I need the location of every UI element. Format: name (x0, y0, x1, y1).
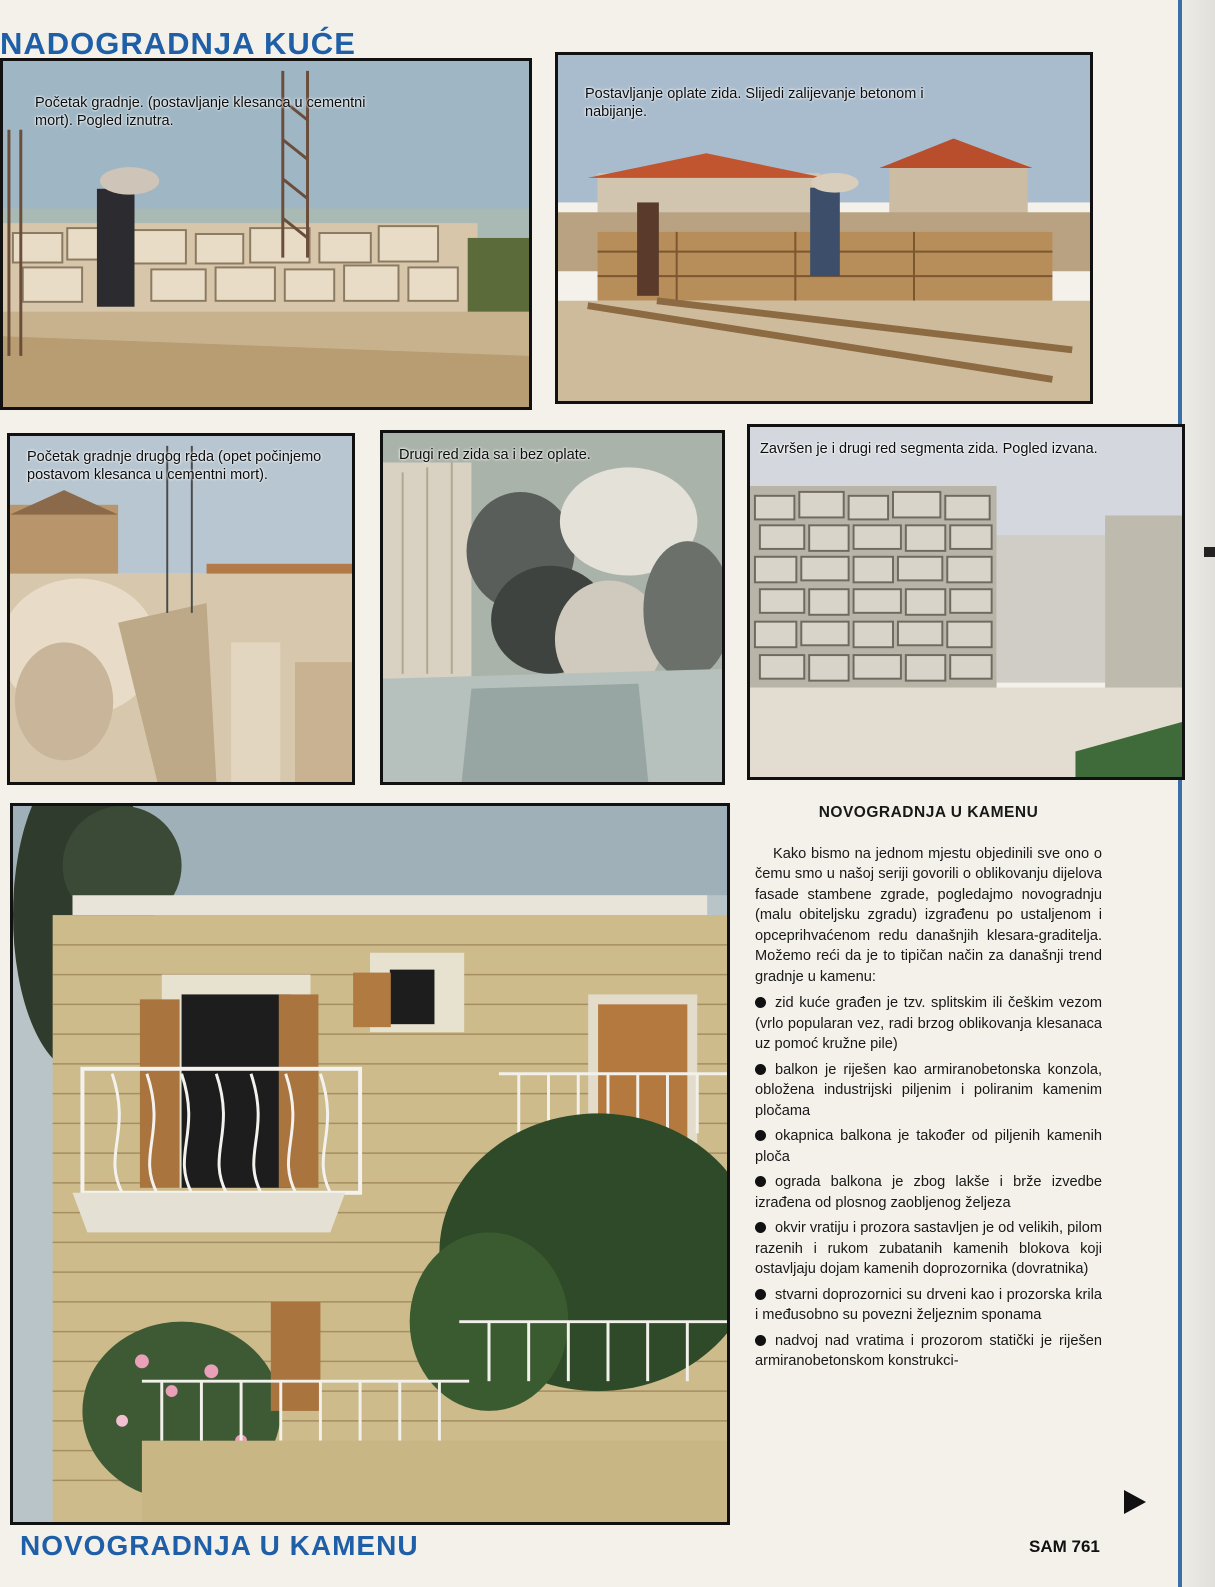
list-item (755, 1172, 1102, 1213)
bullet-icon (755, 1222, 766, 1233)
photo-new-stone-house (10, 803, 730, 1525)
list-item-text: okvir vratiju i prozora sastavljen je od velikih, pilom razenih i rukom zubatanih kamenih blokova koji ostavljaju dojam kamenih doprozornika (dovratnika) (755, 1220, 1102, 1277)
bullet-icon (755, 1176, 766, 1187)
bullet-icon (755, 997, 766, 1008)
bullet-icon (755, 1335, 766, 1346)
photo-caption: Završen je i drugi red segmenta zida. Pogled izvana. (760, 441, 1098, 457)
list-item (755, 1060, 1102, 1122)
article-title: NOVOGRADNJA U KAMENU (818, 804, 1039, 821)
page-footer-title: NOVOGRADNJA U KAMENU (20, 1530, 419, 1561)
list-item (755, 1331, 1102, 1372)
list-item (755, 993, 1102, 1055)
photo-second-row-formwork (380, 430, 725, 785)
list-item-text: stvarni doprozornici su drveni kao i prozorska krila i međusobno su povezni željeznim sponama (755, 1286, 1102, 1323)
list-item-text: nadvoj nad vratima i prozorom statički je riješen armiranobetonskom konstrukci- (755, 1332, 1102, 1369)
edge-tab-mark (1204, 547, 1215, 557)
article-bullet-list (755, 993, 1102, 1372)
list-item (755, 1218, 1102, 1280)
photo-caption: Postavljanje oplate zida. Slijedi zalijevanje betonom i nabijanje. (585, 86, 924, 120)
photo-caption: Početak gradnje. (postavljanje klesanca u cementni mort). Pogled iznutra. (35, 95, 366, 129)
bullet-icon (755, 1064, 766, 1075)
photo-formwork (555, 52, 1093, 404)
list-item-text: balkon je riješen kao armiranobetonska konzola, obložena industrijski piljenim i poliranim kamenim pločama (755, 1061, 1102, 1119)
bullet-icon (755, 1289, 766, 1300)
article-novogradnja (755, 803, 1102, 1377)
page-header-title: NADOGRADNJA KUĆE (0, 26, 356, 61)
photo-caption: Drugi red zida sa i bez oplate. (399, 447, 591, 463)
photo-finished-segment-outside (747, 424, 1185, 780)
continue-arrow-icon (1124, 1490, 1146, 1514)
page-number: SAM 761 (1029, 1537, 1100, 1556)
photo-second-row-start (7, 433, 355, 785)
photo-caption: Početak gradnje drugog reda (opet počinjemo postavom klesanca u cementni mort). (27, 449, 322, 483)
list-item (755, 1126, 1102, 1167)
list-item-text: zid kuće građen je tzv. splitskim ili češkim vezom (vrlo popularan vez, radi brzog oblikovanja klesanaca uz pomoć kružne pile) (755, 995, 1102, 1052)
bullet-icon (755, 1130, 766, 1141)
list-item (755, 1285, 1102, 1326)
list-item-text: ograda balkona je zbog lakše i brže izvedbe izrađena od plosnog zaobljenog željeza (755, 1174, 1102, 1211)
article-intro: Kako bismo na jednom mjestu objedinili sve ono o čemu smo u našoj seriji govorili o oblikovanju dijelova fasade stambene zgrade, pogledajmo novogradnju (malu obiteljsku zgradu) izgrađenu po ustaljenom i opceprihvaćenom redu današnjih klesara-graditelja. Možemo reći da je to tipičan način za današnji trend gradnje u kamenu: (755, 845, 1102, 985)
page-edge (1178, 0, 1215, 1587)
list-item-text: okapnica balkona je također od piljenih kamenih ploča (755, 1128, 1102, 1165)
photo-wall-start-inside (0, 58, 532, 410)
